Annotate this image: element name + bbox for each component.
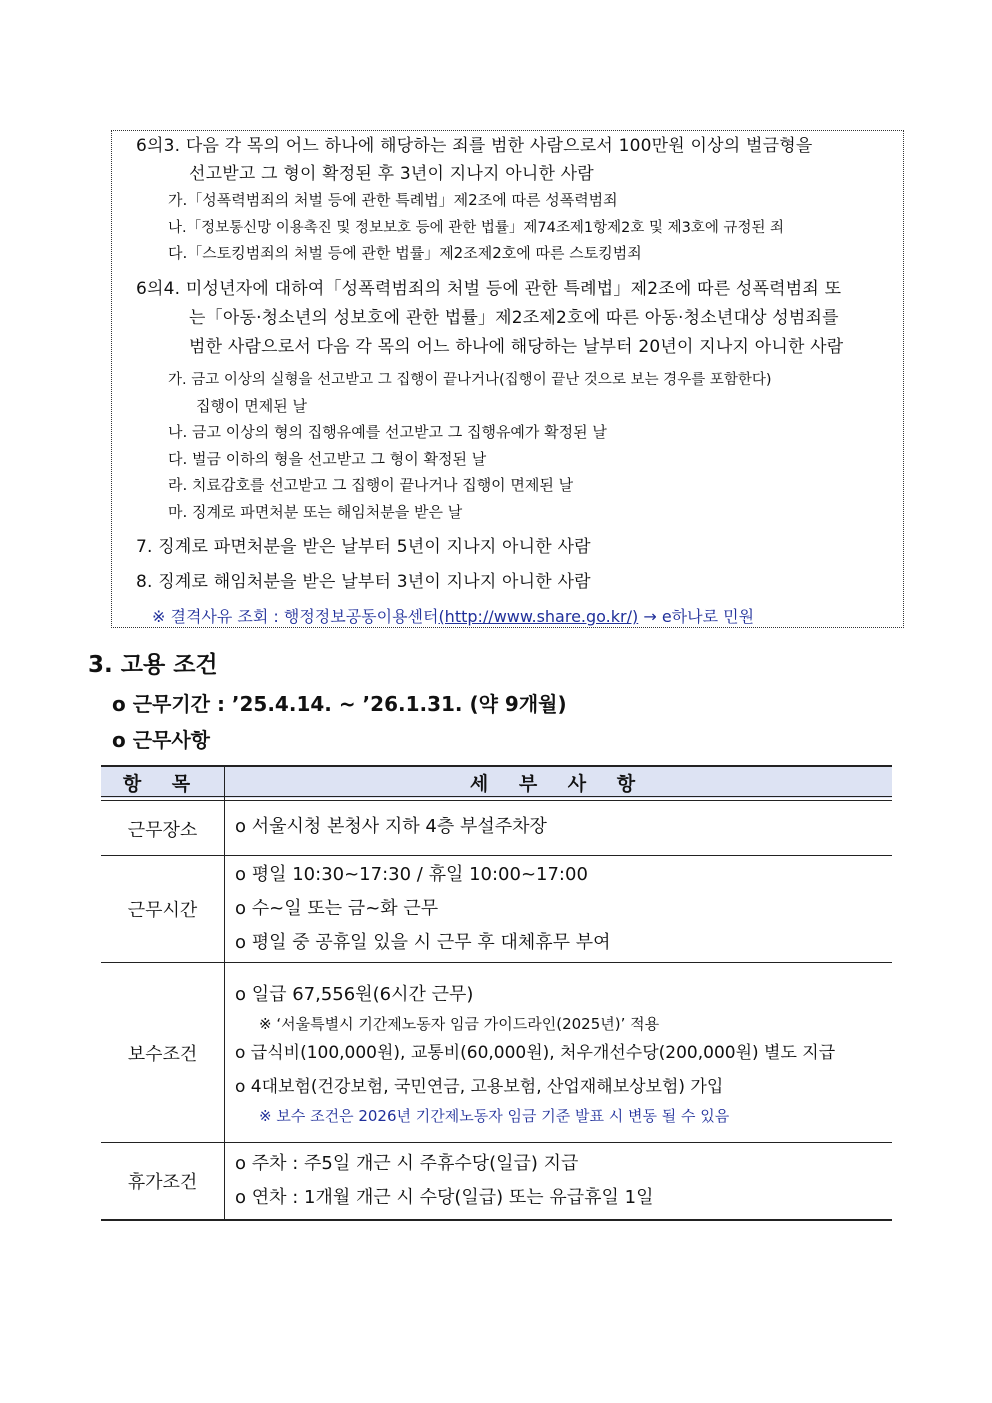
item-6-3-na: 나.「정보통신망 이용촉진 및 정보보호 등에 관한 법률」제74조제1항제2호 및 제3호에 규정된 죄 xyxy=(168,220,785,236)
header-double-rule xyxy=(101,796,892,801)
item-6-4-ra: 라. 치료감호를 선고받고 그 집행이 끝나거나 집행이 면제된 날 xyxy=(168,476,574,494)
table-row-hours xyxy=(101,856,892,963)
row-label: 휴가조건 xyxy=(101,1143,225,1221)
disqualification-lookup-note xyxy=(152,604,754,627)
row-line: o 서울시청 본청사 지하 4층 부설주차장 xyxy=(235,815,547,837)
table-row-workplace xyxy=(101,798,892,856)
row-label: 근무시간 xyxy=(101,856,225,963)
row-line: o 평일 중 공휴일 있을 시 근무 후 대체휴무 부여 xyxy=(235,932,611,953)
employment-conditions-table xyxy=(101,765,892,1221)
item-6-4-da: 다. 벌금 이하의 형을 선고받고 그 형이 확정된 날 xyxy=(168,450,487,468)
row-content xyxy=(225,1143,893,1221)
header-item: 항 목 xyxy=(101,766,225,798)
row-note: ※ ‘서울특별시 기간제노동자 임금 가이드라인(2025년)’ 적용 xyxy=(259,1014,660,1033)
item-6-4-line3: 범한 사람으로서 다음 각 목의 어느 하나에 해당하는 날부터 20년이 지나지 아니한 사람 xyxy=(189,337,844,357)
note-suffix: → e하나로 민원 xyxy=(638,607,755,626)
section-3-title: 3. 고용 조건 xyxy=(88,652,218,678)
share-go-kr-link[interactable]: (http://www.share.go.kr/) xyxy=(438,607,639,626)
item-6-3-da: 다.「스토킹범죄의 처벌 등에 관한 법률」제2조제2호에 따른 스토킹범죄 xyxy=(168,244,642,262)
row-line: o 4대보험(건강보험, 국민연금, 고용보험, 산업재해보상보험) 가입 xyxy=(235,1076,724,1097)
note-prefix: ※ 결격사유 조회 : 행정정보공동이용센터 xyxy=(152,607,439,626)
header-detail: 세 부 사 항 xyxy=(225,766,893,798)
item-6-4-ga-line1: 가. 금고 이상의 실형을 선고받고 그 집행이 끝나거나(집행이 끝난 것으로 보는 경우를 포함한다) xyxy=(168,372,772,388)
row-note: ※ 보수 조건은 2026년 기간제노동자 임금 기준 발표 시 변동 될 수 있음 xyxy=(259,1106,730,1125)
row-line: o 수~일 또는 금~화 근무 xyxy=(235,898,439,919)
work-details-heading: o 근무사항 xyxy=(112,728,210,752)
row-content xyxy=(225,963,893,1143)
item-6-3-ga: 가.「성폭력범죄의 처벌 등에 관한 특례법」제2조에 따른 성폭력범죄 xyxy=(168,191,618,209)
table-row-pay xyxy=(101,963,892,1143)
item-6-4-line1: 6의4. 미성년자에 대하여「성폭력범죄의 처벌 등에 관한 특례법」제2조에 따른 성폭력범죄 또 xyxy=(136,279,842,299)
item-7: 7. 징계로 파면처분을 받은 날부터 5년이 지나지 아니한 사람 xyxy=(136,537,591,557)
row-line: o 연차 : 1개월 개근 시 수당(일급) 또는 유급휴일 1일 xyxy=(235,1187,654,1208)
row-label: 근무장소 xyxy=(101,798,225,856)
row-line: o 평일 10:30~17:30 / 휴일 10:00~17:00 xyxy=(235,864,588,885)
table-header xyxy=(101,766,892,798)
row-label: 보수조건 xyxy=(101,963,225,1143)
row-line: o 일급 67,556원(6시간 근무) xyxy=(235,983,474,1005)
work-period: o 근무기간 : ’25.4.14. ~ ’26.1.31. (약 9개월) xyxy=(112,692,567,716)
item-6-3-line2: 선고받고 그 형이 확정된 후 3년이 지나지 아니한 사람 xyxy=(189,164,594,184)
item-6-4-line2: 는「아동·청소년의 성보호에 관한 법률」제2조제2호에 따른 아동·청소년대상 성범죄를 xyxy=(189,308,839,328)
item-6-3-line1: 6의3. 다음 각 목의 어느 하나에 해당하는 죄를 범한 사람으로서 100만원 이상의 벌금형을 xyxy=(136,136,813,156)
item-8: 8. 징계로 해임처분을 받은 날부터 3년이 지나지 아니한 사람 xyxy=(136,572,591,592)
item-6-4-ma: 마. 징계로 파면처분 또는 해임처분을 받은 날 xyxy=(168,503,463,521)
row-content xyxy=(225,856,893,963)
row-line: o 주차 : 주5일 개근 시 주휴수당(일급) 지급 xyxy=(235,1153,579,1174)
item-6-4-ga-line2: 집행이 면제된 날 xyxy=(196,397,307,415)
row-line: o 급식비(100,000원), 교통비(60,000원), 처우개선수당(200,000원) 별도 지급 xyxy=(235,1042,836,1063)
row-content xyxy=(225,798,893,856)
table-row-leave xyxy=(101,1143,892,1221)
item-6-4-na: 나. 금고 이상의 형의 집행유예를 선고받고 그 집행유예가 확정된 날 xyxy=(168,423,607,441)
